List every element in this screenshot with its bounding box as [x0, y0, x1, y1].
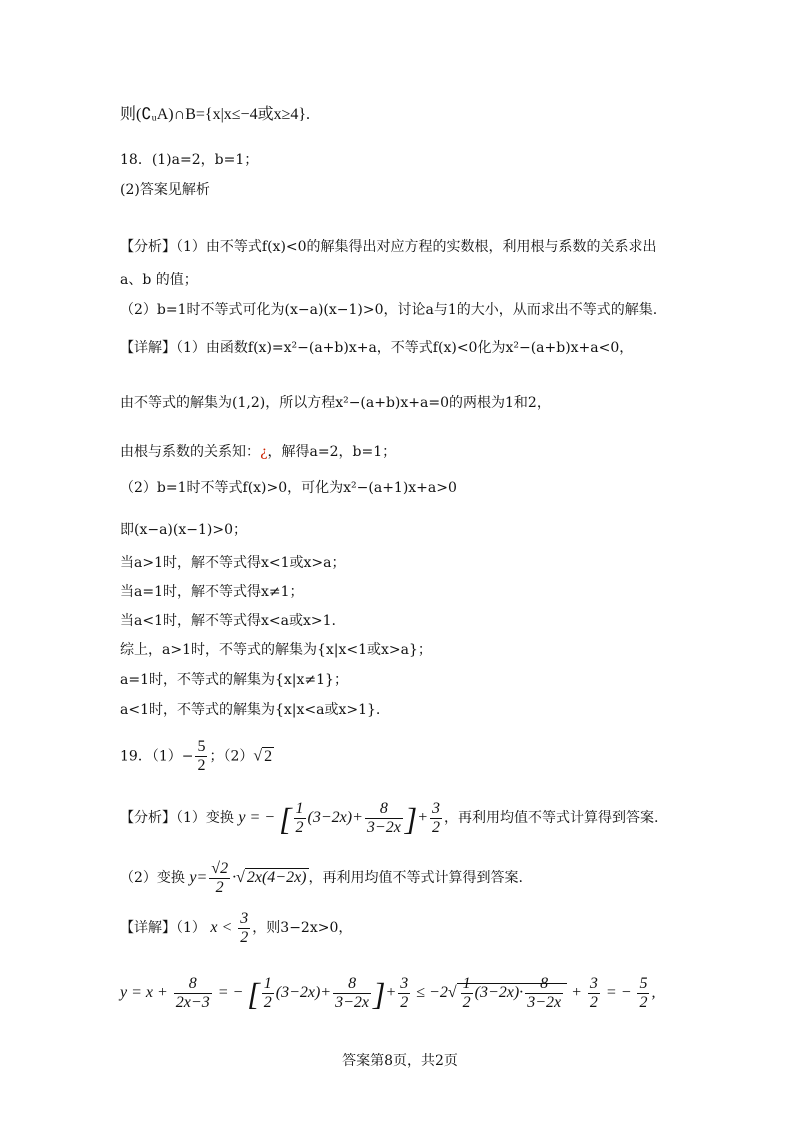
analysis-18-c: （2）b=1时不等式可化为(x−a)(x−1)>0，讨论a与1的大小，从而求出不等式的解集. [120, 302, 658, 318]
detail-18-1: 【详解】（1）由函数f(x)=x²−(a+b)x+a，不等式f(x)<0化为x²−(a+b)x+a<0， [120, 340, 634, 356]
detail-18-3: 由根与系数的关系知：¿，解得a=2，b=1； [120, 444, 397, 460]
analysis-18-a: 【分析】（1）由不等式f(x)<0的解集得出对应方程的实数根，利用根与系数的关系求出 [120, 239, 657, 255]
summary-2: a=1时，不等式的解集为{x|x≠1}； [120, 672, 348, 688]
formula-transform-1: y = − [ $\frac{1}{2}$ (3−2x)+ $\frac{8}{3-2x}$ ]+ $\frac{3}{2}$ [238, 800, 441, 837]
analysis-18-b: a、b 的值； [120, 272, 198, 288]
detail-18-5: 即(x−a)(x−1)>0； [120, 522, 247, 538]
case-a-lt-1: 当a<1时，解不等式得x<a或x>1. [120, 613, 336, 629]
condition-x: x < $\frac{3}{2}$ [210, 910, 249, 946]
answer-18-2: (2)答案见解析 [120, 182, 210, 198]
analysis-19-2: （2）变换 y= $\frac{√2}{2}$ ·√ 2x(4−2x) ，再利用均值不等式计算得到答案. [120, 860, 523, 896]
summary-3: a<1时，不等式的解集为{x|x<a或x>1}. [120, 702, 381, 718]
missing-glyph: ¿ [260, 444, 268, 460]
case-a-gt-1: 当a>1时，解不等式得x<1或x>a； [120, 555, 346, 571]
detail-18-4: （2）b=1时不等式f(x)>0，可化为x²−(a+1)x+a>0 [120, 480, 457, 496]
detail-19-1: 【详解】（1） x < $\frac{3}{2}$ ，则3−2x>0， [120, 910, 353, 946]
analysis-19-1: 【分析】（1）变换 y = − [ $\frac{1}{2}$ (3−2x)+ $\frac{8}{3-2x}$ ]+ $\frac{3}{2}$ ，再利用均值不等式计算得到答案. [120, 800, 659, 837]
detail-18-2: 由不等式的解集为(1,2)，所以方程x²−(a+b)x+a=0的两根为1和2， [120, 395, 551, 411]
summary-1: 综上，a>1时，不等式的解集为{x|x<1或x>a}； [120, 642, 432, 658]
answer-19: 19．（1）− $\frac{5}{2}$ ；（2）√ 2 [120, 738, 273, 774]
formula-transform-2: y= $\frac{√2}{2}$ ·√ 2x(4−2x) [189, 860, 307, 896]
sqrt-2: √ 2 [253, 747, 273, 765]
page-footer: 答案第8页，共2页 [342, 1053, 458, 1069]
case-a-eq-1: 当a=1时，解不等式得x≠1； [120, 584, 304, 600]
line-complement-result: 则(∁ᵤA)∩B={x|x≤−4或x≥4}. [120, 106, 311, 123]
formula-inequality: y = x + $\frac{8}{2x-3}$ = − [ $\frac{1}{2}$ (3−2x)+ $\frac{8}{3-2x}$ ]+ $\frac{3}{2}$ ≤ −2√ $\frac{1}{2}$ (3−2x)· $\frac{8}{3-2x}$ + $\frac{3}{2}$ = − $\frac{5}{2}$ , [120, 975, 656, 1012]
answer-18-1: 18．(1)a=2，b=1； [120, 152, 259, 168]
fraction-5-2: $\frac{5}{2}$ [197, 738, 206, 774]
detail-19-2 [120, 975, 655, 1012]
